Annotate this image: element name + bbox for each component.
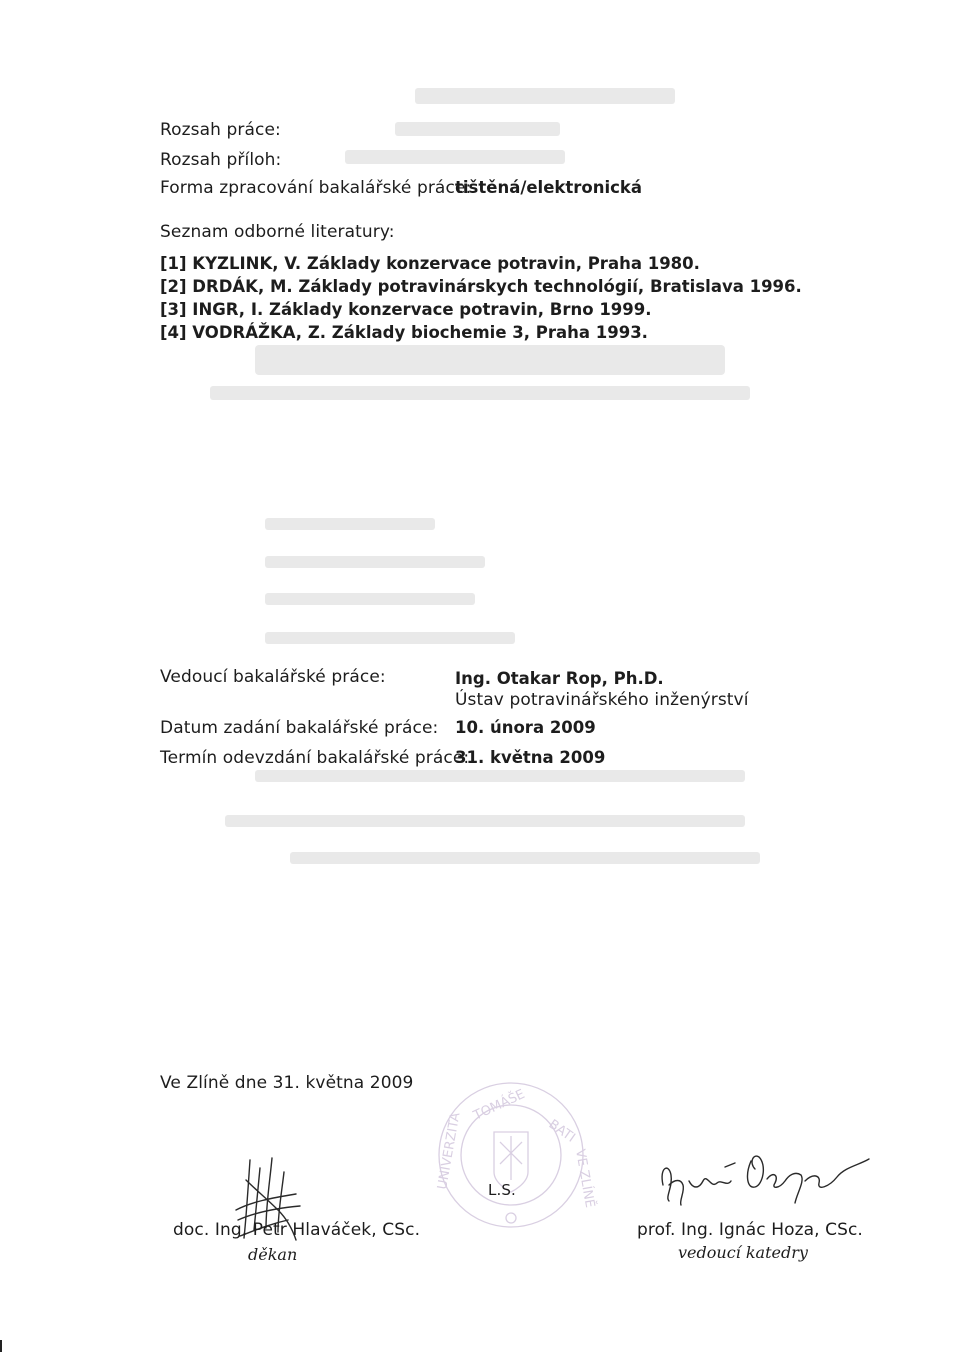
supervisor-name: Ing. Otakar Rop, Ph.D.	[455, 669, 664, 688]
literature-item: [4] VODRÁŽKA, Z. Základy biochemie 3, Praha 1993.	[160, 323, 648, 342]
svg-text:TOMÁŠE: TOMÁŠE	[471, 1086, 528, 1124]
deadline-value: 31. května 2009	[455, 748, 606, 767]
literature-item: [3] INGR, I. Základy konzervace potravin, Brno 1999.	[160, 300, 652, 319]
supervisor-label: Vedoucí bakalářské práce:	[160, 667, 386, 687]
svg-text:UNIVERZITA: UNIVERZITA	[435, 1111, 464, 1191]
rozsah-priloh-label: Rozsah příloh:	[160, 150, 282, 170]
place-date: Ve Zlíně dne 31. května 2009	[160, 1073, 414, 1093]
forma-prace-value: tištěná/elektronická	[455, 178, 643, 197]
head-role: vedoucí katedry	[678, 1243, 808, 1262]
literature-item: [2] DRDÁK, M. Základy potravinárskych technológií, Bratislava 1996.	[160, 277, 802, 296]
dean-name: doc. Ing. Petr Hlaváček, CSc.	[173, 1220, 421, 1240]
svg-text:VE ZLÍNĚ: VE ZLÍNĚ	[572, 1148, 598, 1209]
date-assigned-label: Datum zadání bakalářské práce:	[160, 718, 439, 738]
deadline-label: Termín odevzdání bakalářské práce:	[160, 748, 470, 768]
university-stamp	[435, 1080, 598, 1230]
page-edge-mark	[0, 1340, 2, 1352]
stamp-ls-mark: L.S.	[488, 1181, 516, 1199]
forma-prace-label: Forma zpracování bakalářské práce:	[160, 178, 472, 198]
dean-role: děkan	[248, 1245, 298, 1264]
supervisor-institute: Ústav potravinářského inženýrství	[455, 690, 749, 710]
literature-heading: Seznam odborné literatury:	[160, 222, 395, 242]
literature-item: [1] KYZLINK, V. Základy konzervace potravin, Praha 1980.	[160, 254, 700, 273]
head-signature	[655, 1145, 875, 1210]
svg-text:BATI: BATI	[545, 1116, 578, 1146]
date-assigned-value: 10. února 2009	[455, 718, 596, 737]
head-name: prof. Ing. Ignác Hoza, CSc.	[637, 1220, 863, 1240]
rozsah-prace-label: Rozsah práce:	[160, 120, 281, 140]
